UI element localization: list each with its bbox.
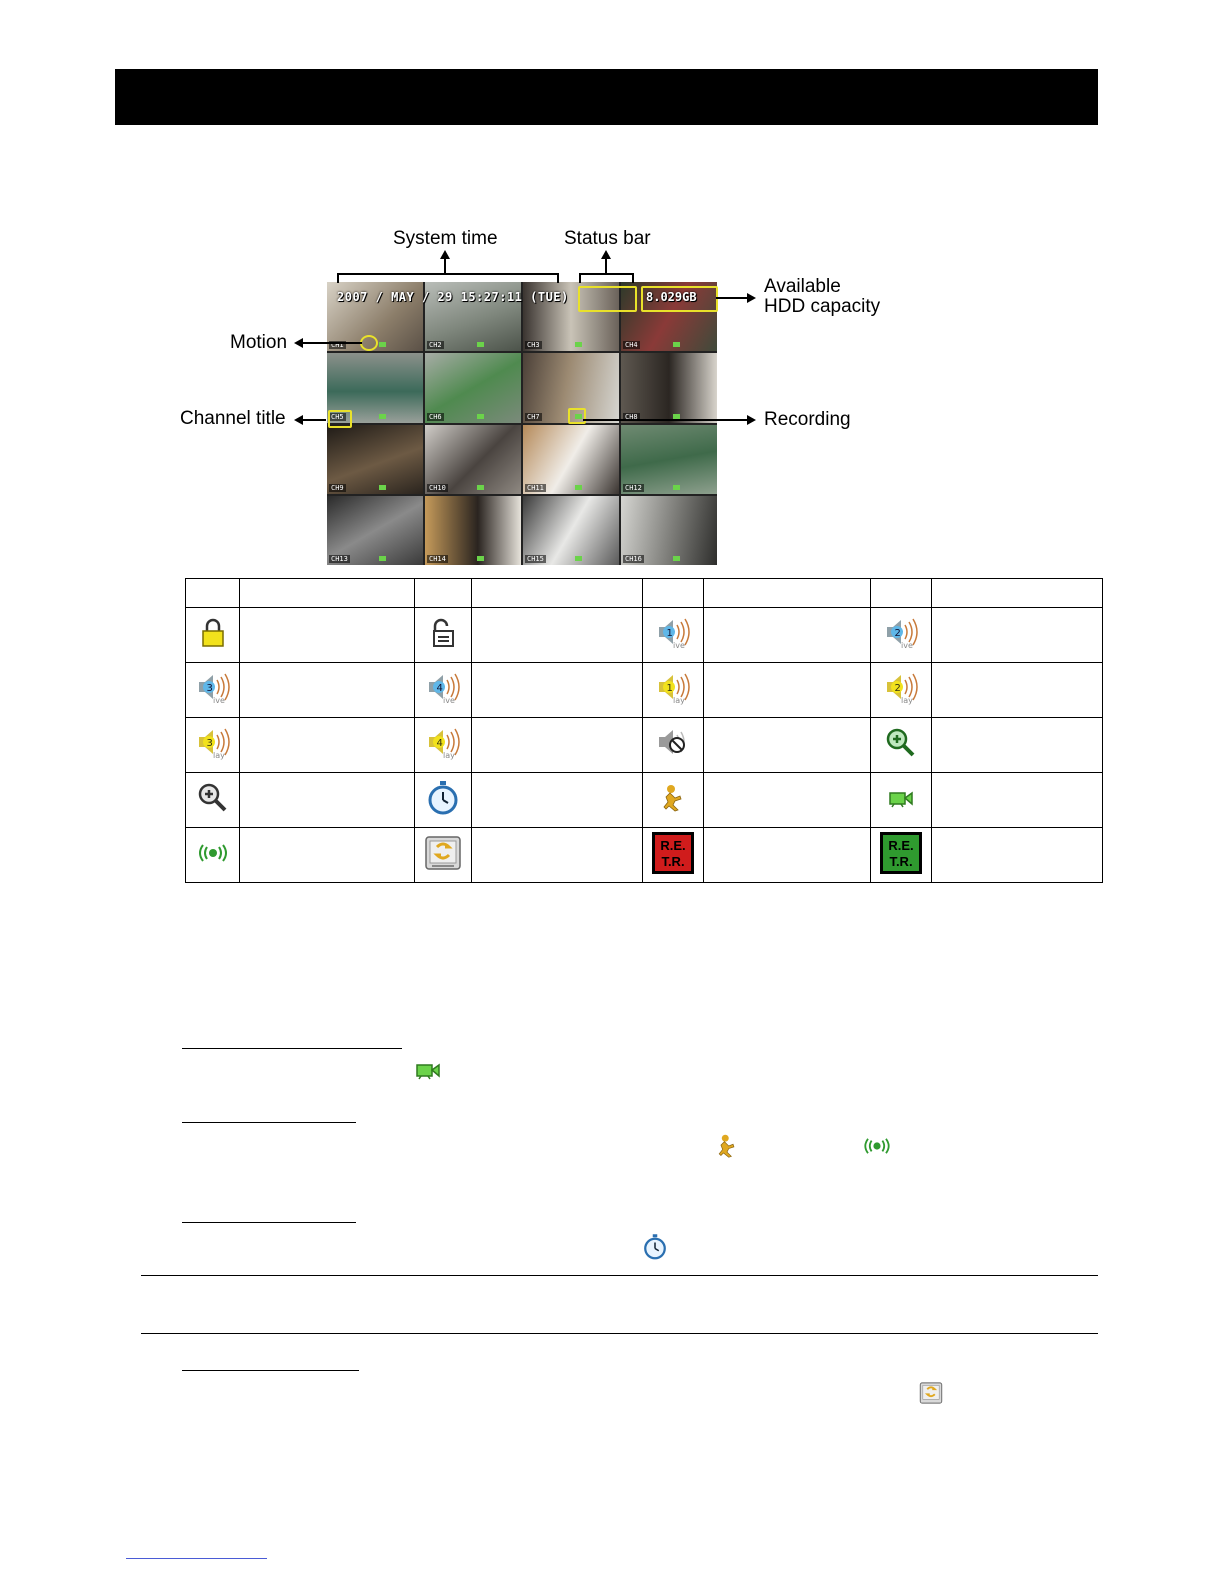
zoom-in-icon — [885, 727, 917, 759]
icon-cell — [643, 828, 704, 883]
overwrite-icon — [423, 834, 463, 872]
table-row — [186, 608, 1103, 663]
recording-icon — [415, 1060, 441, 1080]
alarm-icon — [863, 1137, 891, 1155]
icon-cell — [643, 663, 704, 718]
channel-title: CH10 — [429, 483, 446, 492]
header-cell — [932, 579, 1103, 608]
channel-title: CH12 — [625, 483, 642, 492]
subheading-underline — [182, 1370, 359, 1371]
channel-title: CH3 — [527, 341, 540, 350]
table-row — [186, 718, 1103, 773]
channel-title: CH14 — [429, 555, 446, 563]
channel-title: CH9 — [331, 483, 344, 492]
audio-live-3-icon — [195, 671, 231, 705]
audio-live-2-icon — [883, 616, 919, 650]
icon-cell — [415, 828, 472, 883]
icon-cell — [415, 608, 472, 663]
description-cell — [704, 718, 871, 773]
icon-cell — [186, 663, 240, 718]
note-divider-top — [141, 1275, 1098, 1276]
header-cell — [240, 579, 415, 608]
table-header-row — [186, 579, 1103, 608]
recording-label: Recording — [764, 409, 851, 430]
table-row — [186, 663, 1103, 718]
description-cell — [932, 663, 1103, 718]
svg-text:1: 1 — [666, 627, 673, 639]
channel-title: CH2 — [429, 341, 442, 350]
description-cell — [240, 718, 415, 773]
description-cell — [704, 773, 871, 828]
header-cell — [186, 579, 240, 608]
svg-text:3: 3 — [206, 737, 213, 749]
svg-text:4: 4 — [436, 737, 443, 749]
icon-cell — [871, 608, 932, 663]
header-cell — [415, 579, 472, 608]
subheading-underline — [182, 1048, 402, 1049]
annotation-arrows — [0, 0, 1224, 600]
channel-title: CH15 — [527, 555, 544, 563]
header-cell — [472, 579, 643, 608]
channel-title: CH1 — [331, 341, 344, 350]
svg-text:ive: ive — [673, 640, 685, 650]
description-cell — [240, 828, 415, 883]
unlock-icon — [430, 618, 456, 648]
svg-text:lay: lay — [901, 695, 913, 705]
svg-text:R.E.: R.E. — [888, 837, 914, 853]
svg-text:lay: lay — [212, 750, 225, 760]
svg-text:4: 4 — [436, 682, 443, 694]
svg-text:1: 1 — [666, 682, 673, 694]
icon-cell — [871, 663, 932, 718]
svg-text:ive: ive — [212, 695, 225, 705]
description-cell — [704, 608, 871, 663]
svg-text:ive: ive — [443, 695, 455, 705]
icon-cell — [871, 828, 932, 883]
motion-icon — [658, 783, 688, 813]
icon-cell — [643, 718, 704, 773]
description-cell — [932, 608, 1103, 663]
timer-icon — [427, 780, 459, 816]
channel-title: CH6 — [429, 412, 442, 421]
icon-cell — [415, 718, 472, 773]
description-cell — [472, 663, 643, 718]
description-cell — [472, 828, 643, 883]
audio-play-2-icon — [883, 671, 919, 705]
channel-title: CH4 — [625, 341, 638, 350]
hdd-capacity-readout: 8.029GB — [646, 290, 697, 304]
retr-red-icon — [651, 831, 695, 875]
audio-live-1-icon — [655, 616, 691, 650]
channel-title: CH5 — [331, 412, 344, 421]
status-icon-table — [185, 578, 1103, 883]
icon-cell — [871, 773, 932, 828]
icon-cell — [643, 608, 704, 663]
icon-cell — [186, 828, 240, 883]
icon-cell — [643, 773, 704, 828]
header-cell — [871, 579, 932, 608]
subheading-underline — [182, 1222, 356, 1223]
description-cell — [240, 608, 415, 663]
icon-cell — [415, 773, 472, 828]
description-cell — [932, 718, 1103, 773]
audio-play-3-icon — [195, 726, 231, 760]
channel-title: CH16 — [625, 555, 642, 563]
retr-green-icon — [879, 831, 923, 875]
description-cell — [932, 773, 1103, 828]
table-row — [186, 828, 1103, 883]
lock-icon — [200, 618, 226, 648]
channel-title-label: Channel title — [180, 408, 286, 429]
channel-title: CH13 — [331, 555, 348, 563]
icon-cell — [186, 718, 240, 773]
channel-title: CH11 — [527, 483, 544, 492]
svg-text:T.R.: T.R. — [661, 853, 685, 869]
svg-text:2: 2 — [894, 627, 901, 639]
table-row — [186, 773, 1103, 828]
motion-icon — [714, 1132, 740, 1160]
icon-cell — [186, 773, 240, 828]
icon-cell — [415, 663, 472, 718]
description-cell — [472, 718, 643, 773]
subheading-underline — [182, 1122, 356, 1123]
audio-play-4-icon — [425, 726, 461, 760]
channel-title: CH7 — [527, 412, 540, 421]
note-divider-bottom — [141, 1333, 1098, 1334]
description-cell — [704, 663, 871, 718]
available-label: Available — [764, 276, 841, 297]
channel-title: CH8 — [625, 412, 638, 421]
svg-text:lay: lay — [673, 695, 685, 705]
audio-mute-icon — [655, 726, 691, 760]
description-cell — [704, 828, 871, 883]
svg-text:R.E.: R.E. — [660, 837, 686, 853]
icon-cell — [871, 718, 932, 773]
svg-text:T.R.: T.R. — [889, 853, 913, 869]
svg-text:ive: ive — [901, 640, 913, 650]
overwrite-icon — [918, 1381, 944, 1405]
status-bar-label: Status bar — [564, 228, 651, 249]
description-cell — [240, 663, 415, 718]
timer-icon — [643, 1233, 667, 1261]
description-cell — [472, 773, 643, 828]
audio-play-1-icon — [655, 671, 691, 705]
recording-icon — [888, 788, 914, 808]
icon-cell — [186, 608, 240, 663]
svg-text:2: 2 — [894, 682, 901, 694]
system-time-label: System time — [393, 228, 498, 249]
motion-label: Motion — [230, 332, 288, 353]
description-cell — [240, 773, 415, 828]
audio-live-4-icon — [425, 671, 461, 705]
footer-link-underline — [126, 1558, 267, 1559]
hdd-capacity-label: HDD capacity — [764, 296, 881, 317]
description-cell — [932, 828, 1103, 883]
zoom-out-icon — [197, 782, 229, 814]
svg-text:3: 3 — [206, 682, 213, 694]
header-cell — [643, 579, 704, 608]
description-cell — [472, 608, 643, 663]
header-cell — [704, 579, 871, 608]
svg-text:lay: lay — [443, 750, 455, 760]
system-time-readout: 2007 / MAY / 29 15:27:11 (TUE) — [337, 290, 569, 304]
alarm-icon — [198, 843, 228, 863]
